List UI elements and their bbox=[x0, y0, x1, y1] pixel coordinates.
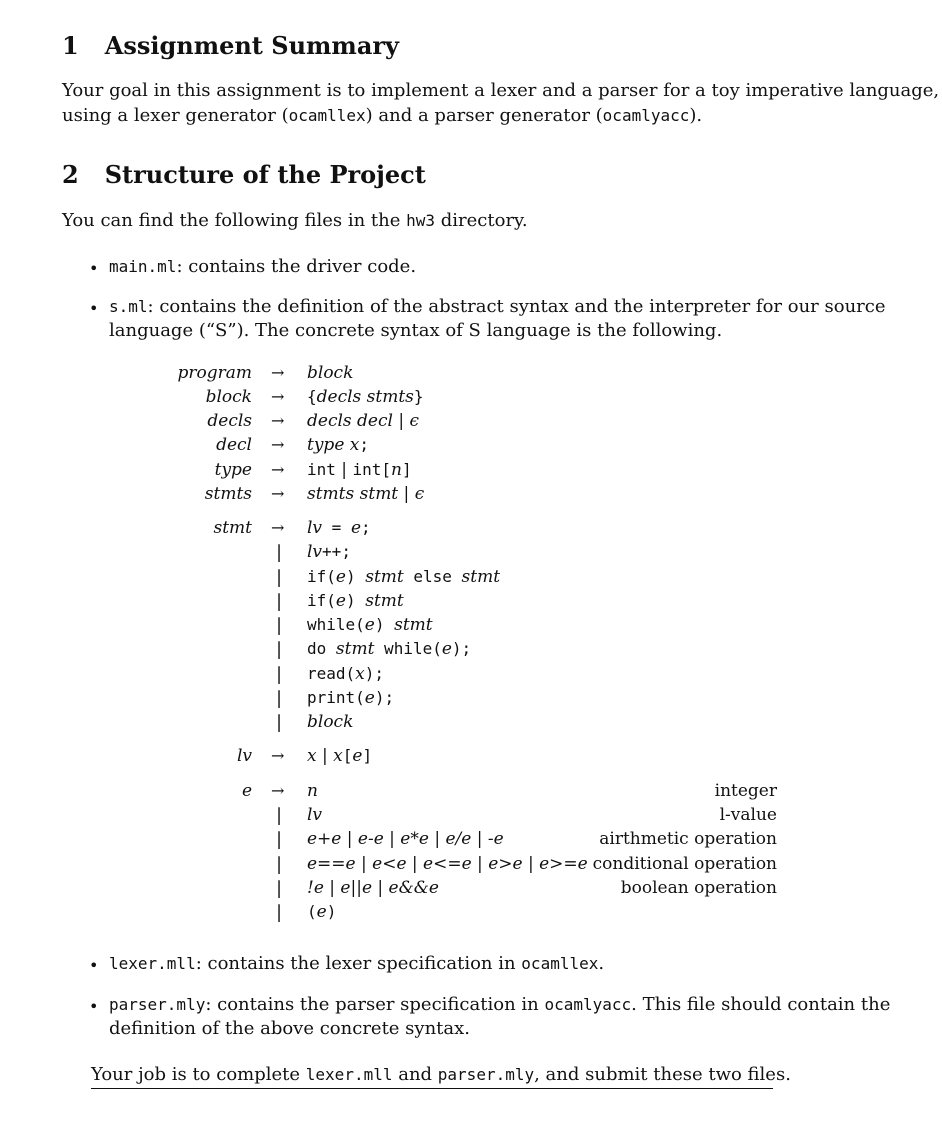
terminal: } bbox=[413, 387, 424, 406]
section-2-title: Structure of the Project bbox=[104, 160, 426, 189]
alternative-bar: | bbox=[276, 567, 283, 588]
nonterminal-program: program bbox=[177, 363, 252, 383]
separator: | bbox=[335, 460, 353, 480]
production-rhs bbox=[307, 902, 336, 922]
production-rhs: block bbox=[307, 363, 354, 383]
text-span: using a lexer generator ( bbox=[62, 105, 289, 126]
text-span: You can find the following files in the bbox=[62, 210, 407, 231]
epsilon: ϵ bbox=[414, 484, 425, 504]
nonterminal: x bbox=[333, 746, 343, 766]
nonterminal: e bbox=[350, 518, 362, 538]
bullet-parser-mly-line-2: definition of the above concrete syntax. bbox=[109, 1018, 471, 1039]
text-span: directory. bbox=[435, 210, 528, 231]
terminal: ); bbox=[374, 688, 395, 707]
bullet-icon: • bbox=[89, 259, 99, 278]
nonterminal: lv bbox=[307, 518, 323, 538]
code-hw3: hw3 bbox=[406, 211, 436, 230]
arrow-icon: → bbox=[271, 363, 285, 382]
terminal: ) bbox=[326, 902, 337, 921]
nonterminal: stmt bbox=[365, 591, 404, 611]
bullet-s-ml-line-2: language (“S”). The concrete syntax of S language is the following. bbox=[109, 320, 723, 341]
bullet-icon: • bbox=[89, 997, 99, 1016]
final-instruction-underline bbox=[91, 1088, 773, 1089]
code-parser-mly: parser.mly bbox=[437, 1065, 535, 1084]
arrow-icon: → bbox=[271, 387, 285, 406]
nonterminal: e bbox=[364, 688, 375, 708]
production-rhs bbox=[307, 567, 500, 587]
terminal: ( bbox=[307, 902, 317, 921]
epsilon: ϵ bbox=[409, 411, 420, 431]
nonterminal: stmt bbox=[394, 615, 433, 635]
arrow-icon: → bbox=[271, 435, 285, 454]
production-rhs bbox=[307, 460, 412, 480]
nonterminal-e: e bbox=[241, 781, 252, 801]
terminal: do bbox=[307, 639, 336, 658]
nonterminal: e bbox=[316, 902, 327, 922]
terminal: ] bbox=[362, 746, 373, 765]
code-lexer-mll: lexer.mll bbox=[305, 1065, 393, 1084]
production-rhs bbox=[307, 518, 371, 538]
bullet-icon: • bbox=[89, 956, 99, 975]
arrow-icon: → bbox=[271, 518, 285, 537]
arrow-icon: → bbox=[271, 460, 285, 479]
alternative-bar: | bbox=[276, 688, 283, 709]
code-main-ml: main.ml bbox=[109, 257, 177, 276]
nonterminal: decls decl bbox=[307, 411, 393, 431]
code-ocamllex: ocamllex bbox=[521, 954, 599, 973]
bullet-icon: • bbox=[89, 299, 99, 318]
text-span: ). bbox=[689, 105, 703, 126]
production-rhs bbox=[307, 411, 419, 431]
production-rhs bbox=[307, 435, 369, 455]
nonterminal-lv: lv bbox=[236, 746, 252, 766]
production-rhs bbox=[307, 484, 424, 504]
nonterminal: n bbox=[390, 460, 402, 480]
production-rhs bbox=[307, 387, 424, 407]
terminal: ; bbox=[359, 435, 370, 454]
terminal: = bbox=[322, 518, 351, 537]
production-rhs bbox=[307, 746, 372, 766]
nonterminal-block: block bbox=[205, 387, 252, 407]
rule-comment: airthmetic operation bbox=[599, 829, 777, 849]
production-rhs: !e | e||e | e&&e bbox=[307, 878, 439, 898]
alternative-bar: | bbox=[276, 902, 283, 923]
arrow-icon: → bbox=[271, 411, 285, 430]
terminal: ) bbox=[374, 615, 395, 634]
terminal: while( bbox=[307, 615, 365, 634]
code-ocamlyacc: ocamlyacc bbox=[602, 106, 690, 125]
nonterminal-decl: decl bbox=[216, 435, 252, 455]
text-span: . This file should contain the bbox=[631, 994, 891, 1015]
alternative-bar: | bbox=[276, 542, 283, 563]
terminal: ; bbox=[361, 518, 371, 537]
separator: | bbox=[316, 746, 334, 766]
text-span: , and submit these two files. bbox=[534, 1064, 791, 1085]
paragraph-1-line-1: Your goal in this assignment is to implement a lexer and a parser for a toy imperative language, bbox=[62, 80, 940, 101]
nonterminal: stmts stmt bbox=[307, 484, 399, 504]
rule-comment: l-value bbox=[719, 805, 777, 825]
production-rhs bbox=[307, 688, 394, 708]
section-1-number: 1 bbox=[62, 31, 79, 60]
code-ocamllex: ocamllex bbox=[288, 106, 366, 125]
alternative-bar: | bbox=[276, 639, 283, 660]
rule-comment: integer bbox=[714, 781, 777, 801]
nonterminal: type x bbox=[307, 435, 360, 455]
nonterminal: e bbox=[335, 591, 346, 611]
production-rhs: e+e | e-e | e*e | e/e | -e bbox=[307, 829, 504, 849]
terminal: print( bbox=[307, 688, 365, 707]
text-span: and bbox=[392, 1064, 438, 1085]
nonterminal: decls stmts bbox=[316, 387, 414, 407]
nonterminal: lv bbox=[307, 542, 323, 562]
alternative-bar: | bbox=[276, 615, 283, 636]
production-rhs bbox=[307, 615, 433, 635]
text-span: : contains the lexer specification in bbox=[195, 953, 522, 974]
section-1-title: Assignment Summary bbox=[104, 31, 399, 60]
separator: | bbox=[392, 411, 410, 431]
nonterminal: stmt bbox=[335, 639, 375, 659]
code-ocamlyacc: ocamlyacc bbox=[544, 995, 632, 1014]
rule-comment: conditional operation bbox=[592, 854, 777, 874]
terminal: [ bbox=[342, 746, 353, 765]
production-rhs: n bbox=[307, 781, 318, 801]
production-rhs: lv bbox=[307, 805, 323, 825]
nonterminal-type: type bbox=[214, 460, 252, 480]
terminal: ++; bbox=[322, 542, 351, 561]
production-rhs: block bbox=[307, 712, 354, 732]
arrow-icon: → bbox=[271, 781, 285, 800]
nonterminal: e bbox=[352, 746, 363, 766]
nonterminal-decls: decls bbox=[207, 411, 252, 431]
text-span: . bbox=[598, 953, 605, 974]
section-2-number: 2 bbox=[62, 160, 79, 189]
nonterminal: stmt bbox=[461, 567, 501, 587]
terminal: ) bbox=[345, 567, 366, 586]
nonterminal-stmt: stmt bbox=[213, 518, 252, 538]
text-span: ) and a parser generator ( bbox=[365, 105, 603, 126]
alternative-bar: | bbox=[276, 805, 283, 826]
nonterminal: e bbox=[364, 615, 375, 635]
bullet-parser-mly-line-1 bbox=[109, 993, 890, 1017]
arrow-icon: → bbox=[271, 484, 285, 503]
final-instruction bbox=[91, 1063, 791, 1087]
code-s-ml: s.ml bbox=[109, 297, 148, 316]
terminal: int[ bbox=[352, 460, 391, 479]
alternative-bar: | bbox=[276, 829, 283, 850]
terminal: if( bbox=[307, 591, 336, 610]
separator: | bbox=[398, 484, 415, 504]
production-rhs bbox=[307, 591, 404, 611]
terminal: ); bbox=[364, 664, 385, 683]
text-span: : contains the driver code. bbox=[176, 256, 417, 277]
text-span: : contains the definition of the abstract syntax and the interpreter for our source bbox=[147, 296, 886, 317]
terminal: int bbox=[307, 460, 336, 479]
terminal: read( bbox=[307, 664, 356, 683]
terminal: if( bbox=[307, 567, 336, 586]
nonterminal: stmt bbox=[365, 567, 404, 587]
grammar-rule-e bbox=[0, 781, 942, 931]
alternative-bar: | bbox=[276, 664, 283, 685]
arrow-icon: → bbox=[271, 746, 285, 765]
terminal: ) bbox=[345, 591, 366, 610]
production-rhs bbox=[307, 664, 384, 684]
terminal: ); bbox=[451, 639, 472, 658]
text-span: Your job is to complete bbox=[91, 1064, 306, 1085]
alternative-bar: | bbox=[276, 878, 283, 899]
alternative-bar: | bbox=[276, 712, 283, 733]
nonterminal-stmts: stmts bbox=[204, 484, 252, 504]
nonterminal: e bbox=[441, 639, 452, 659]
terminal: ] bbox=[401, 460, 412, 479]
bullet-lexer-mll bbox=[109, 952, 604, 976]
terminal: while( bbox=[374, 639, 442, 658]
text-span: : contains the parser specification in bbox=[205, 994, 545, 1015]
terminal: { bbox=[307, 387, 317, 406]
terminal: else bbox=[403, 567, 462, 586]
production-rhs bbox=[307, 639, 471, 659]
production-rhs: e==e | e<e | e<=e | e>e | e>=e bbox=[307, 854, 588, 874]
alternative-bar: | bbox=[276, 591, 283, 612]
production-rhs bbox=[307, 542, 351, 562]
nonterminal: x bbox=[307, 746, 317, 766]
code-lexer-mll: lexer.mll bbox=[109, 954, 196, 973]
alternative-bar: | bbox=[276, 854, 283, 875]
nonterminal: x bbox=[355, 664, 365, 684]
rule-comment: boolean operation bbox=[620, 878, 777, 898]
code-parser-mly: parser.mly bbox=[109, 995, 206, 1014]
nonterminal: e bbox=[335, 567, 346, 587]
grammar-rule-stmt bbox=[0, 518, 942, 738]
